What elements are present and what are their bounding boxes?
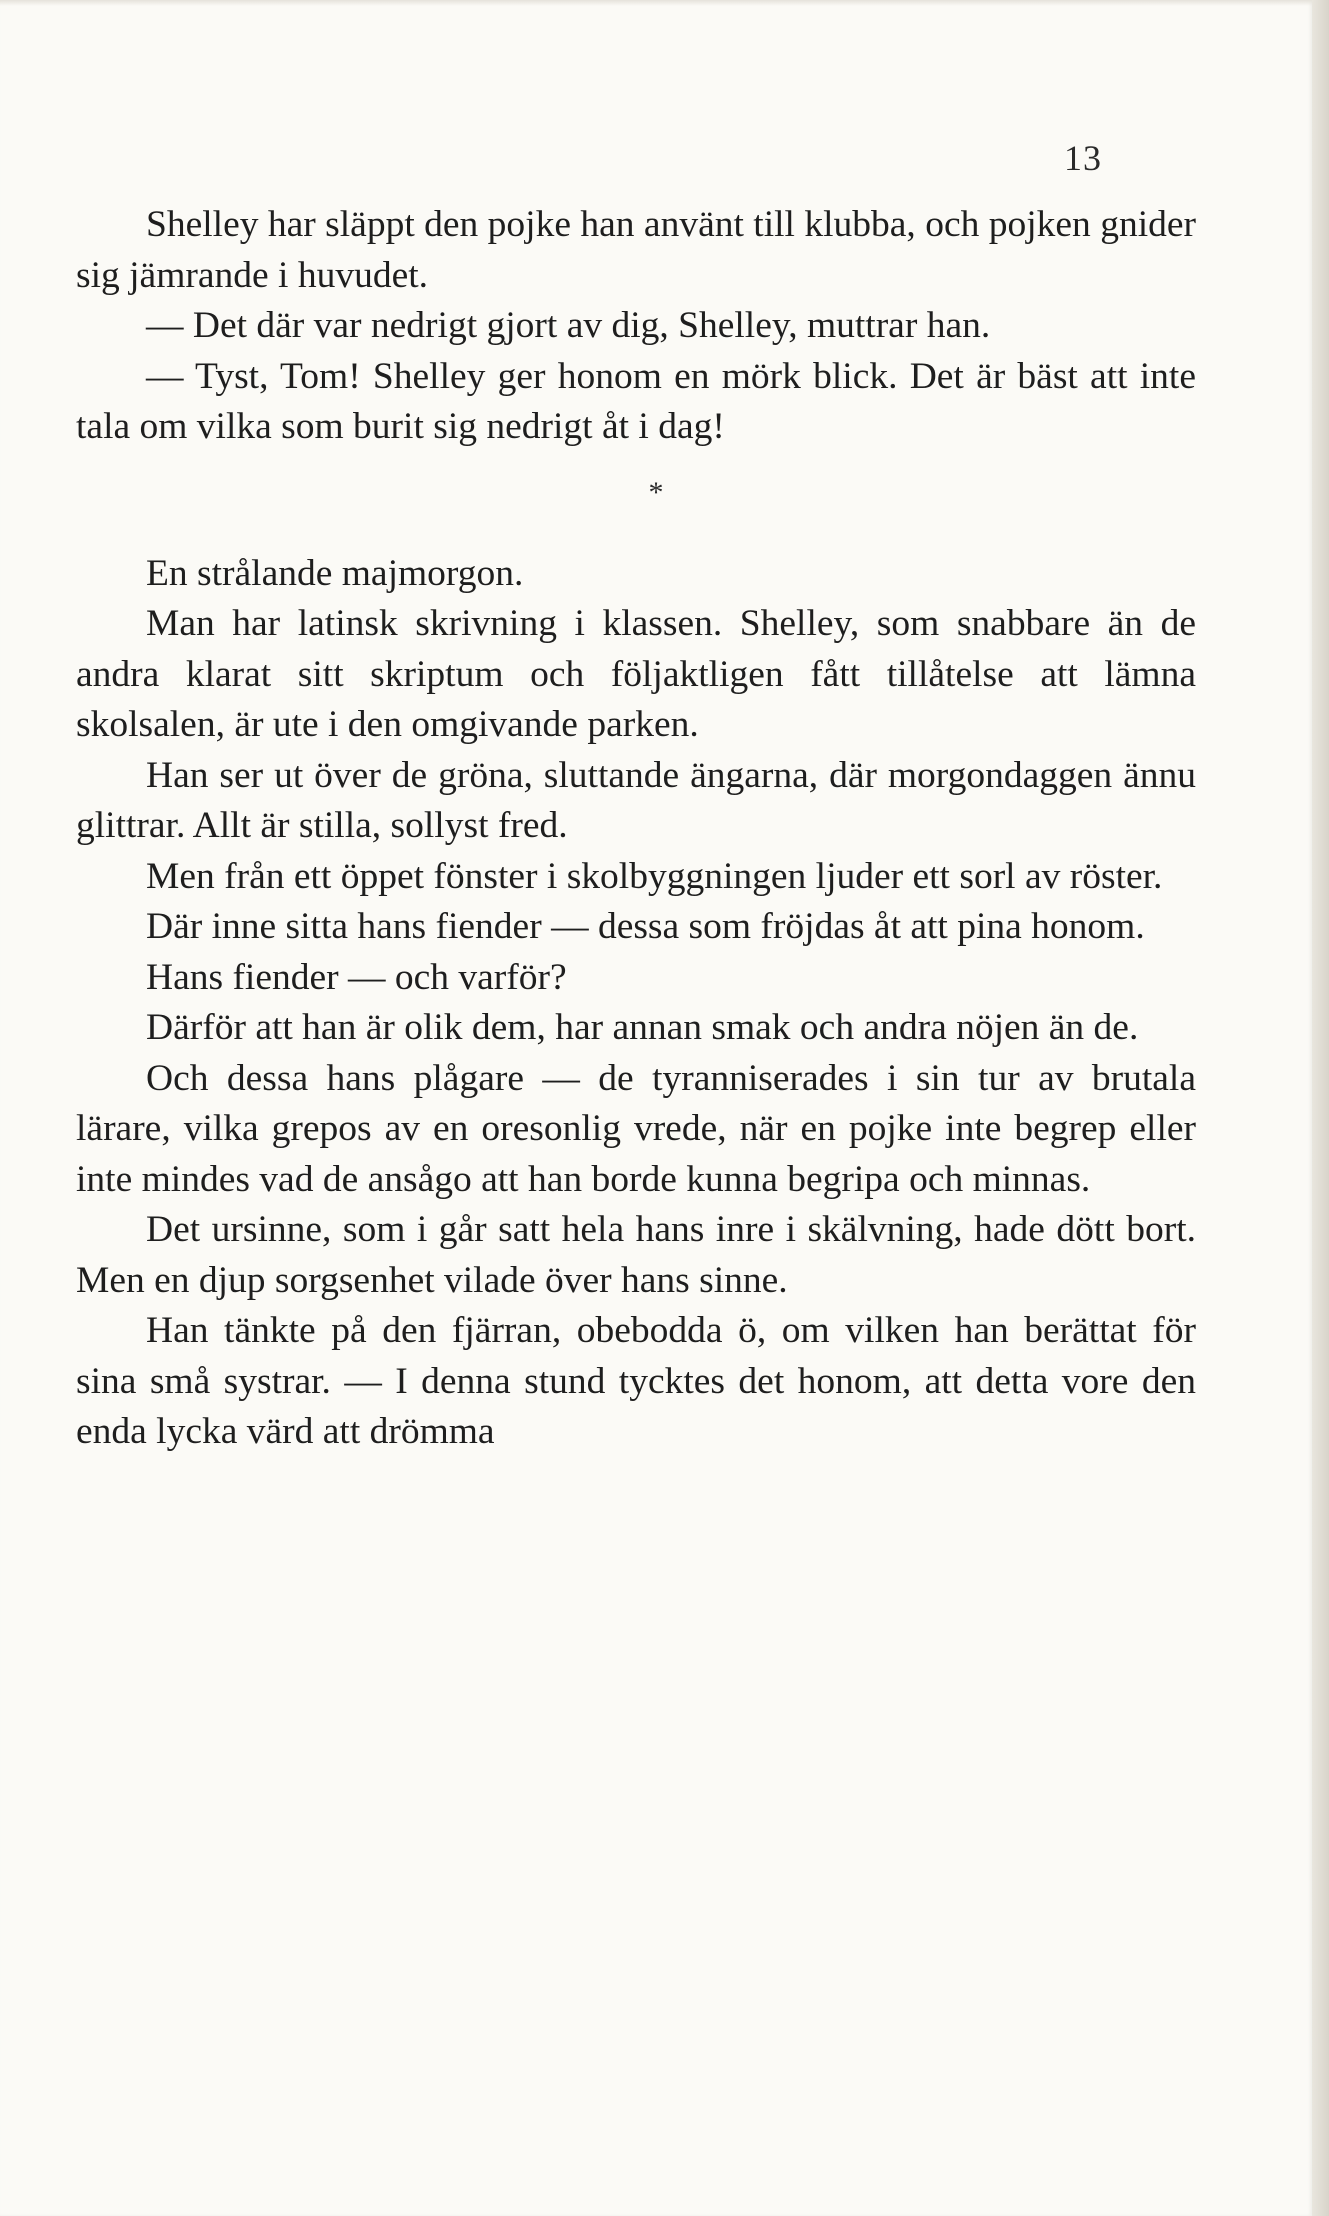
paragraph: Det ursinne, som i går satt hela hans inre i skälvning, hade dött bort. Men en djup sorgsenhet vilade över hans sinne. [76, 1209, 1196, 1301]
page-number: 13 [1064, 138, 1102, 178]
paragraph: — Det där var nedrigt gjort av dig, Shelley, muttrar han. [146, 305, 991, 346]
paragraph: Därför att han är olik dem, har annan smak och andra nöjen än de. [146, 1007, 1139, 1048]
body-text [76, 200, 1196, 1458]
paragraph: Men från ett öppet fönster i skolbyggningen ljuder ett sorl av röster. [146, 855, 1163, 897]
page-top-edge [0, 0, 1312, 6]
paragraph: Man har latinsk skrivning i klassen. Shelley, som snabbare än de andra klarat sitt skriptum och följaktligen fått tillåtelse att lämna skolsalen, är ute i den omgivande parken. [76, 603, 1196, 745]
paragraph: — Tyst, Tom! Shelley ger honom en mörk blick. Det är bäst att inte tala om vilka som burit sig nedrigt åt i dag! [76, 355, 1196, 447]
paragraph: En strålande majmorgon. [146, 552, 524, 594]
section-separator: * [648, 475, 664, 509]
page-right-edge [1312, 0, 1329, 2216]
paragraph: Han ser ut över de gröna, sluttande ängarna, där morgondaggen ännu glittrar. Allt är stilla, sollyst fred. [76, 754, 1196, 846]
paragraph: Hans fiender — och varför? [146, 956, 567, 998]
paragraph: Shelley har släppt den pojke han använt till klubba, och pojken gnider sig jämrande i huvudet. [76, 204, 1196, 296]
paragraph: Och dessa hans plågare — de tyranniserades i sin tur av brutala lärare, vilka grepos av en oresonlig vrede, när en pojke inte begrep eller inte mindes vad de ansågo att han borde kunna begripa och minnas. [76, 1057, 1196, 1200]
paragraph: Där inne sitta hans fiender — dessa som fröjdas åt att pina honom. [146, 906, 1145, 947]
paragraph: Han tänkte på den fjärran, obebodda ö, om vilken han berättat för sina små systrar. — I denna stund tycktes det honom, att detta vore den enda lycka värd att drömma [76, 1310, 1196, 1452]
